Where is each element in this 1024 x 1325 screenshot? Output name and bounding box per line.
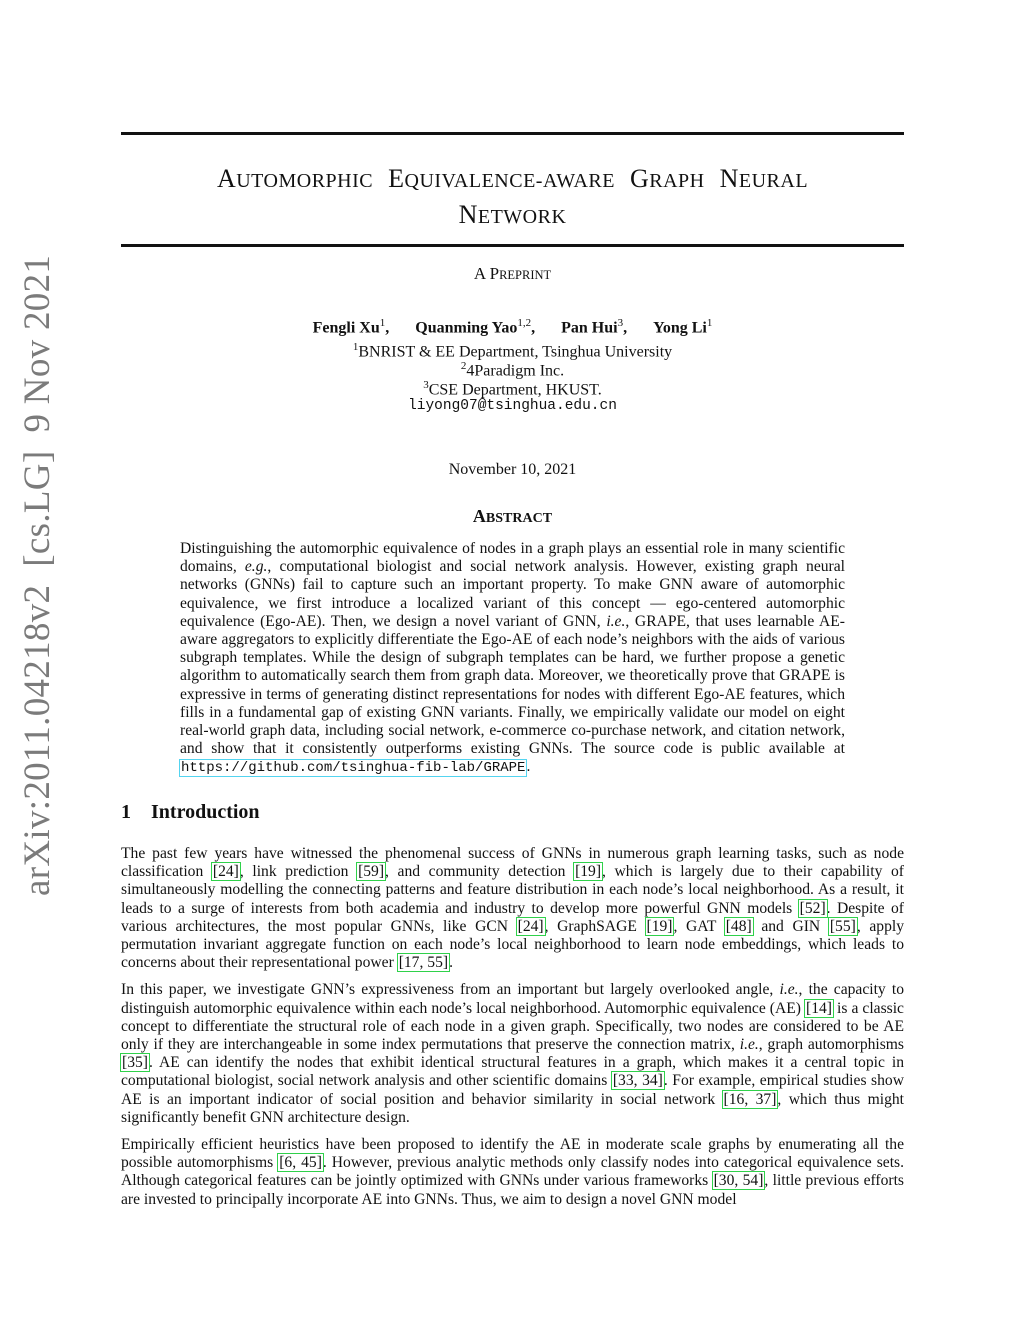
citation-link[interactable]: [16, 37] xyxy=(723,1090,777,1108)
author: Quanming Yao$^{1,2}$, xyxy=(415,317,536,337)
affiliation: $^2$4Paradigm Inc. xyxy=(460,360,565,380)
title-word: GRAPH xyxy=(629,164,705,193)
contact-email[interactable]: liyong07@tsinghua.edu.cn xyxy=(408,398,617,414)
paper-title xyxy=(121,162,904,234)
paragraph: The past few years have witnessed the phenomenal success of GNNs in numerous graph learning tasks, such as node classification [24], link prediction [59], and community detection [19], which is largely due to their capability of simultaneously modelling the connecting patterns and feature distribution in each node’s local neighborhood. As a result, it leads to a surge of interests from both academia and industry to develop more powerful GNN models [52]. Despite of various architectures, the most popular GNNs, like GCN [24], GraphSAGE [19], GAT [48] and GIN [55], apply permutation invariant aggregate function on each node’s local neighborhood to learn node embeddings, which leads to concerns about their representational power [17, 55]. xyxy=(121,845,905,972)
abstract-heading: ABSTRACT xyxy=(472,506,553,526)
title-word: NETWORK xyxy=(458,200,567,229)
citation-link[interactable]: [52] xyxy=(799,899,826,917)
title-word: AUTOMORPHIC xyxy=(216,164,374,193)
affiliation: $^3$CSE Department, HKUST. xyxy=(423,379,602,399)
citation-link[interactable]: [35] xyxy=(122,1054,148,1072)
arxiv-id: arXiv:2011.04218v2 xyxy=(17,584,58,896)
citation-link[interactable]: [33, 34] xyxy=(612,1072,663,1090)
citation-link[interactable]: [6, 45] xyxy=(279,1154,322,1172)
intro-body xyxy=(121,845,904,1218)
arxiv-category: [cs.LG] xyxy=(17,450,58,567)
title-word: NEURAL xyxy=(719,164,809,193)
arxiv-stamp xyxy=(16,255,59,896)
citation-link[interactable]: [19] xyxy=(575,863,602,881)
citation-link[interactable]: [55] xyxy=(829,917,856,935)
paragraph: Empirically efficient heuristics have been proposed to identify the AE in moderate scale graphs by enumerating all the possible automorphisms [6, 45]. However, previous analytic methods only classify nodes into categorical equivalence sets. Although categorical features can be jointly optimized with GNNs under various frameworks [30, 54], little previous efforts are invested to principally incorporate AE into GNNs. Thus, we aim to design a novel GNN model xyxy=(121,1136,904,1208)
abstract-text: Distinguishing the automorphic equivalence of nodes in a graph plays an essential role in many scientific domains, e.g., computational biologist and social network analysis. However, existing graph neural networks (GNNs) fail to capture such an important property. To make GNN aware of automorphic equivalence, we first introduce a localized variant of this concept — ego-centered automorphic equivalence (Ego-AE). Then, we design a novel variant of GNN, i.e., GRAPE, that uses learnable AE-aware aggregators to explicitly differentiate the Ego-AE of each node’s neighbors with the aids of various subgraph templates. While the design of subgraph templates can be hard, we further propose a genetic algorithm to automatically search them from graph data. Moreover, we theoretically prove that GRAPE is expressive in terms of generating distinct representations for nodes with different Ego-AE features, which fills in a fundamental gap of existing GNN variants. Finally, we empirically validate our model on eight real-world graph data, including social network, e-commerce co-purchase network, and citation network, and show that it consistently outperforms existing GNNs. The source code is public available at https://github.com/tsinghua-fib-lab/GRAPE. xyxy=(180,540,845,777)
title-word: EQUIVALENCE-AWARE xyxy=(388,164,615,193)
author-list xyxy=(121,317,904,337)
paragraph: In this paper, we investigate GNN’s expressiveness from an important but largely overlooked angle, i.e., the capacity to distinguish automorphic equivalence within each node’s local neighborhood. Automorphic equivalence (AE) [14] is a classic concept to differentiate the structural role of each node in a given graph. Specifically, two nodes are considered to be AE only if they are interchangeable in some index permutations that preserve the connection matrix, i.e., graph automorphisms [35]. AE can identify the nodes that exhibit identical structural features in a graph, which makes it a central topic in computational biologist, social network analysis and other scientific domains [33, 34]. For example, empirical studies show AE is an important indicator of social position and behavior similarity in social network [16, 37], which thus might significantly benefit GNN architecture design. xyxy=(121,981,905,1126)
citation-link[interactable]: [59] xyxy=(358,863,385,881)
citation-link[interactable]: [14] xyxy=(806,999,832,1017)
title-bottom-rule xyxy=(121,244,904,247)
paper-date: November 10, 2021 xyxy=(448,461,577,478)
author: Fengli Xu$^1$, xyxy=(312,317,390,337)
citation-link[interactable]: [24] xyxy=(212,863,239,881)
citation-link[interactable]: [24] xyxy=(517,917,544,935)
arxiv-date: 9 Nov 2021 xyxy=(17,254,58,433)
preprint-label: A PREPRINT xyxy=(473,264,552,283)
citation-link[interactable]: [48] xyxy=(725,917,752,935)
source-code-link[interactable]: https://github.com/tsinghua-fib-lab/GRAPE xyxy=(181,760,526,777)
title-top-rule xyxy=(121,132,904,135)
citation-link[interactable]: [19] xyxy=(646,917,673,935)
author: Yong Li$^1$ xyxy=(653,317,713,337)
section-heading: 1 Introduction xyxy=(121,801,260,823)
citation-link[interactable]: [17, 55] xyxy=(398,954,449,972)
affiliation: $^1$BNRIST & EE Department, Tsinghua University xyxy=(352,341,673,361)
author: Pan Hui$^3$, xyxy=(561,317,628,337)
citation-link[interactable]: [30, 54] xyxy=(713,1172,764,1190)
